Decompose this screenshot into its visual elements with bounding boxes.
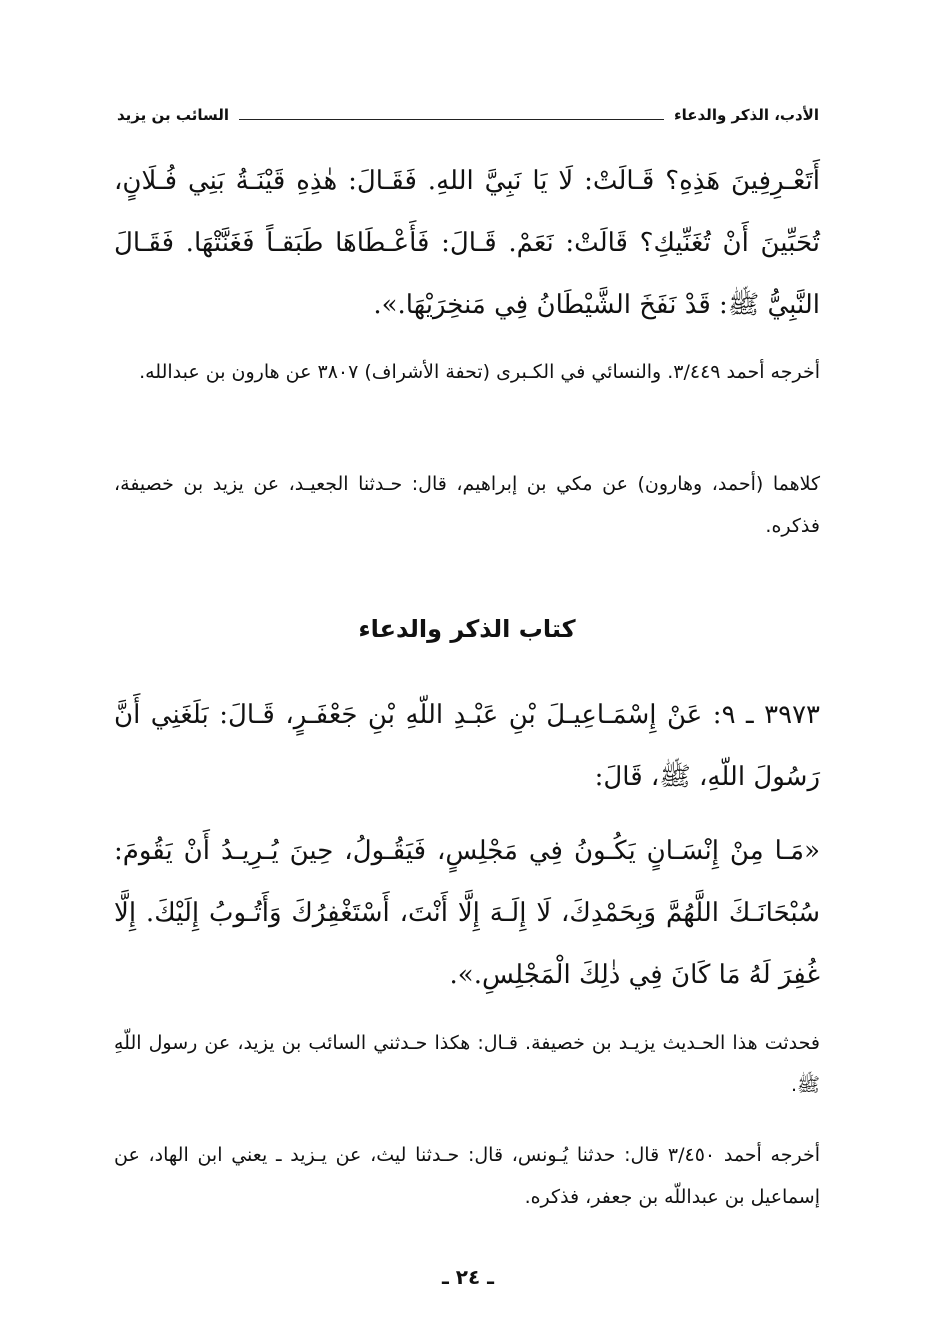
- header-rule: [239, 119, 664, 120]
- narration-note: فحدثت هذا الحـديث يزيـد بن خصيفة. قـال: هكذا حـدثني السائب بن يزيد، عن رسول اللّهِ ﷺ.: [114, 1032, 820, 1096]
- hadith-continuation: أَتَعْـرِفِينَ هَذِهِ؟ قَـالَتْ: لَا يَا نَبِيَّ اللهِ. فَقَـالَ: هٰذِهِ قَيْنَـةُ بَنِي فُـلَانٍ، تُحَبِّينَ أَنْ تُغَنِّيكِ؟ قَالَتْ: نَعَمْ. قَـالَ: فَأَعْـطَاهَا طَبَقـاً فَغَنَّتْهَا. فَقَـالَ النَّبِيُّ ﷺ: قَدْ نَفَخَ الشَّيْطَانُ فِي مَنخِرَيْهَا.».: [114, 166, 820, 320]
- page-number: ـ ٢٤ ـ: [441, 1265, 495, 1289]
- hadith-matn: «مَـا مِنْ إِنْسَـانٍ يَكُـونُ فِي مَجْلِسٍ، فَيَقُـولُ، حِينَ يُـرِيـدُ أَنْ يَقُومَ: سُبْحَانَـكَ اللَّهُمَّ وَبِحَمْدِكَ، لَا إِلَـهَ إِلَّا أَنْتَ، أَسْتَغْفِرُكَ وَأَتُـوبُ إِلَيْكَ. إِلَّا غُفِرَ لَهُ مَا كَانَ فِي ذٰلِكَ الْمَجْلِسِ.».: [114, 836, 820, 990]
- header-chapter-title: الأدب، الذكر والدعاء: [673, 106, 819, 124]
- takhrij-note-2: كلاهما (أحمد، وهارون) عن مكي بن إبراهيم، قال: حـدثنا الجعيـد، عن يزيد بن خصيفة، فذكره.: [114, 473, 820, 537]
- header-narrator-name: السائب بن يزيد: [117, 106, 230, 124]
- section-title: كتاب الذكر والدعاء: [358, 615, 576, 643]
- hadith-isnad: ٣٩٧٣ ـ ٩: عَنْ إِسْمَـاعِيـلَ بْنِ عَبْـدِ اللّهِ بْنِ جَعْفَـرٍ، قَـالَ: بَلَغَنِي أَنَّ رَسُولَ اللّهِ، ﷺ، قَالَ:: [114, 700, 820, 792]
- takhrij-note-3: أخرجه أحمد ٣/٤٥٠ قال: حدثنا يُـونس، قال: حـدثنا ليث، عن يـزيد ـ يعني ابن الهاد، عن إسماعيل بن عبداللّه بن جعفر، فذكره.: [114, 1144, 820, 1208]
- running-header: [117, 98, 819, 132]
- takhrij-note-1: أخرجه أحمد ٣/٤٤٩. والنسائي في الكـبرى (تحفة الأشراف) ٣٨٠٧ عن هارون بن عبدالله.: [139, 361, 820, 383]
